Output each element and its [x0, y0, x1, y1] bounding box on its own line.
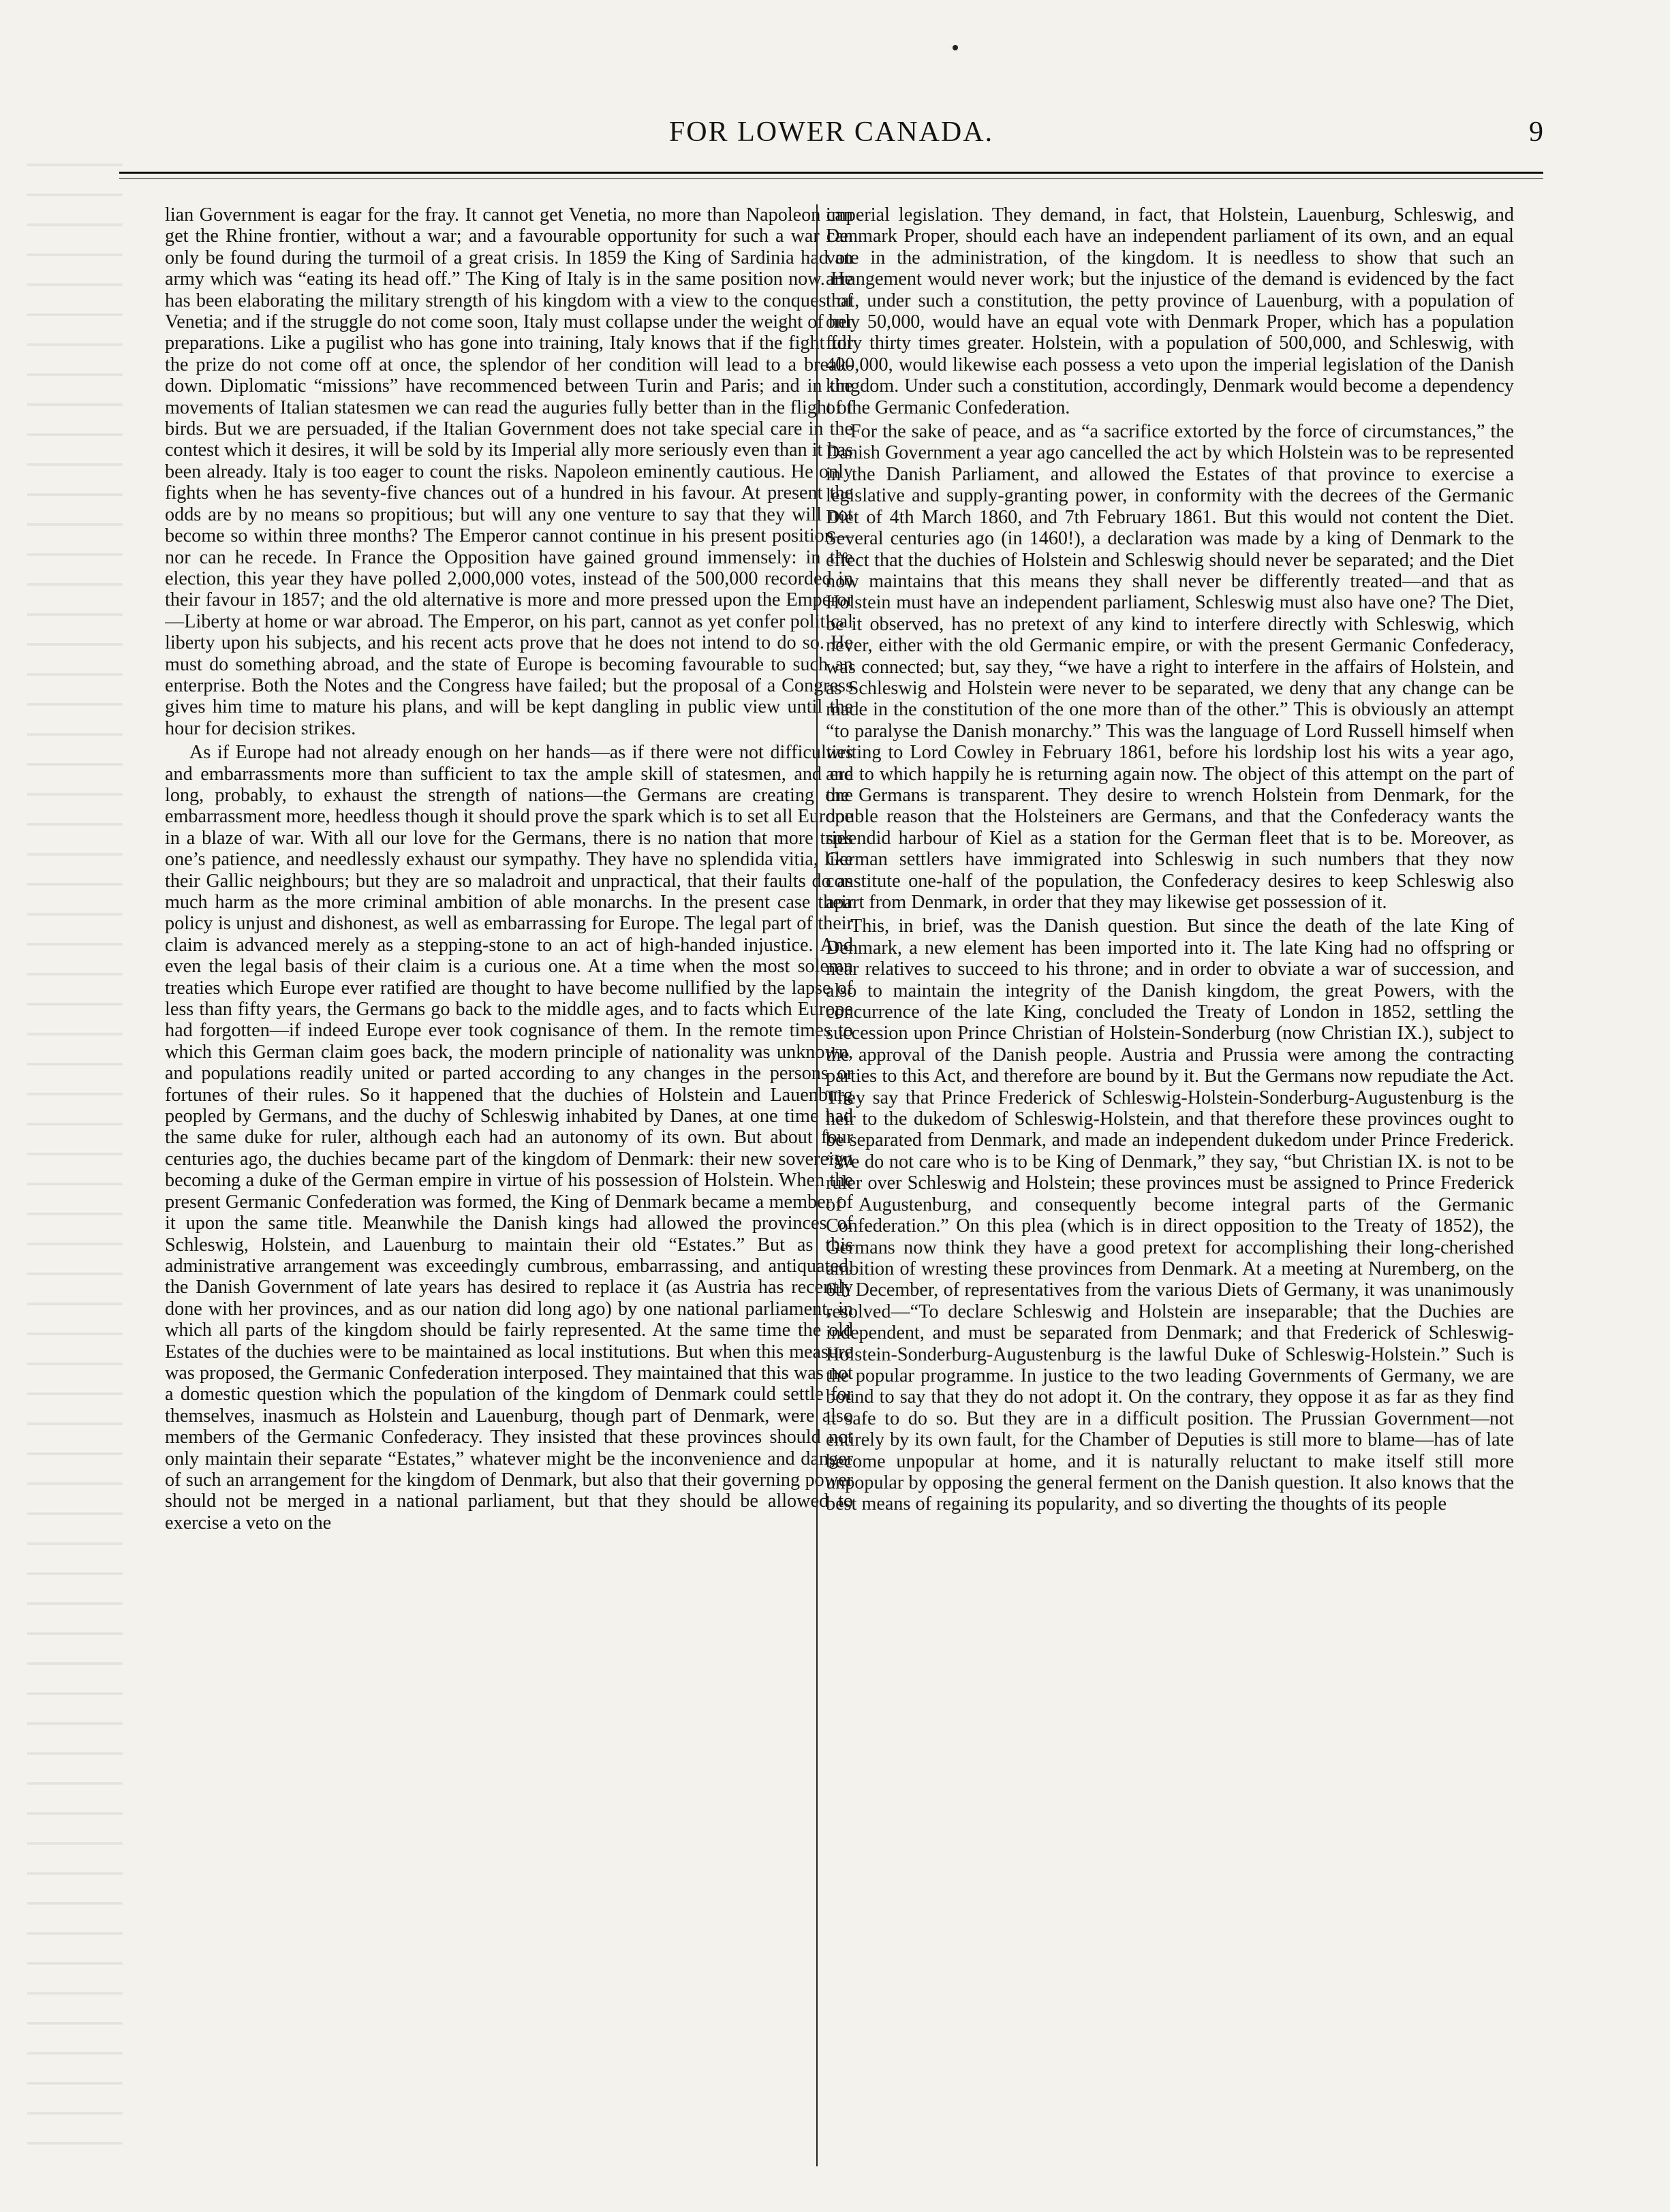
right-paragraph: imperial legislation. They demand, in fact, that Holstein, Lauenburg, Schleswig, and Denmark Proper, should each have an independent parliament of its own, and an equal vote in the administration, of the kingdom. It is needless to show that such an arrangement would never work; but the injustice of the demand is evidenced by the fact that, under such a constitution, the petty province of Lauenburg, with a population of only 50,000, would have an equal vote with Denmark Proper, which has a population fully thirty times greater. Holstein, with a population of 500,000, and Schleswig, with 400,000, would likewise each possess a veto upon the imperial legislation of the Danish kingdom. Under such a constitution, accordingly, Denmark would become a dependency of the Germanic Confederation. [826, 204, 1514, 418]
scanned-margin-binding [27, 136, 123, 2166]
page-header [119, 116, 1543, 157]
right-column [826, 204, 1514, 2166]
column-divider [816, 204, 818, 2166]
right-paragraph: This, in brief, was the Danish question. But since the death of the late King of Denmark, a new element has been imported into it. The late King had no offspring or near relatives to succeed to his throne; and in order to obviate a war of succession, and also to maintain the integrity of the Danish kingdom, the great Powers, with the concurrence of the late King, concluded the Treaty of London in 1852, settling the succession upon Prince Christian of Holstein-Sonderburg (now Christian IX.), subject to the approval of the Danish people. Austria and Prussia were among the contracting parties to this Act, and therefore are bound by it. But the Germans now repudiate the Act. They say that Prince Frederick of Schleswig-Holstein-Sonderburg-Augustenburg is the heir to the dukedom of Schleswig-Holstein, and that therefore these provinces ought to be separated from Denmark, and made an independent dukedom under Prince Frederick. “We do not care who is to be King of Denmark,” they say, “but Christian IX. is not to be ruler over Schleswig and Holstein; these provinces must be assigned to Prince Frederick of Augustenburg, and consequently become integral parts of the Germanic Confederation.” On this plea (which is in direct opposition to the Treaty of 1852), the Germans now think they have a good pretext for accomplishing their long-cherished ambition of wresting these provinces from Denmark. At a meeting at Nuremberg, on the 6th December, of representatives from the various Diets of Germany, it was unanimously resolved—“To declare Schleswig and Holstein are inseparable; that the Duchies are independent, and must be separated from Denmark; and that Frederick of Schleswig-Holstein-Sonderburg-Augustenburg is the lawful Duke of Schleswig-Holstein.” Such is the popular programme. In justice to the two leading Governments of Germany, we are bound to say that they do not adopt it. On the contrary, they oppose it as far as they find it safe to do so. But they are in a difficult position. The Prussian Government—not entirely by its own fault, for the Chamber of Deputies is still more to blame—has of late become unpopular at home, and it is naturally reluctant to make itself still more unpopular by opposing the general ferment on the Danish question. It also knows that the best means of regaining its popularity, and so diverting the thoughts of its people [826, 916, 1514, 1515]
page-number: 9 [1529, 116, 1543, 148]
left-paragraph: lian Government is eagar for the fray. It cannot get Venetia, no more than Napoleon can get the Rhine frontier, without a war; and a favourable opportunity for such a war can only be found during the turmoil of a great crisis. In 1859 the King of Sardinia had an army which was “eating its head off.” The King of Italy is in the same position now. He has been elaborating the military strength of his kingdom with a view to the conquest of Venetia; and if the struggle do not come soon, Italy must collapse under the weight of her preparations. Like a pugilist who has gone into training, Italy knows that if the fight for the prize do not come off at once, the splendor of her condition will lead to a break-down. Diplomatic “missions” have recommenced between Turin and Paris; and in the movements of Italian statesmen we can read the auguries fully better than in the flight of birds. But we are persuaded, if the Italian Government does not take special care in the contest which it desires, it will be sold by its Imperial ally more seriously even than it has been already. Italy is too eager to count the risks. Napoleon eminently cautious. He only fights when he has seventy-five chances out of a hundred in his favour. At present the odds are by no means so propitious; but will any one venture to say that they will not become so within three months? The Emperor cannot continue in his present position—nor can he recede. In France the Opposition have gained ground immensely: in the election, this year they have polled 2,000,000 votes, instead of the 500,000 recorded in their favour in 1857; and the old alternative is more and more pressed upon the Emperor—Liberty at home or war abroad. The Emperor, on his part, cannot as yet confer political liberty upon his subjects, and his recent acts prove that he does not intend to do so. He must do something abroad, and the state of Europe is becoming favourable to such an enterprise. Both the Notes and the Congress have failed; but the proposal of a Congress gives him time to mature his plans, and will be kept dangling in public view until the hour for decision strikes. [165, 204, 853, 739]
header-rule-thick [119, 172, 1543, 174]
left-column [165, 204, 853, 2166]
ink-dot [953, 45, 958, 50]
header-rule-thin [119, 178, 1543, 179]
running-title: FOR LOWER CANADA. [668, 116, 994, 148]
right-paragraph: For the sake of peace, and as “a sacrifice extorted by the force of circumstances,” the Danish Government a year ago cancelled the act by which Holstein was to be represented in the Danish Parliament, and allowed the Estates of that province to exercise a legislative and supply-granting power, in conformity with the decrees of the Germanic Diet of 4th March 1860, and 7th February 1861. But this would not content the Diet. Several centuries ago (in 1460!), a declaration was made by a king of Denmark to the effect that the duchies of Holstein and Schleswig should never be separated; and the Diet now maintains that this means they shall never be differently treated—and that as Holstein must have an independent parliament, Schleswig must also have one? The Diet, be it observed, has no pretext of any kind to interfere directly with Schleswig, which never, either with the old Germanic empire, or with the present Germanic Confederacy, was connected; but, say they, “we have a right to interfere in the affairs of Holstein, and as Schleswig and Holstein were never to be separated, we deny that any change can be made in the constitution of the one more than of the other.” This is obviously an attempt “to paralyse the Danish monarchy.” This was the language of Lord Russell himself when writing to Lord Cowley in February 1861, before his lordship lost his wits a year ago, and to which happily he is returning again now. The object of this attempt on the part of the Germans is transparent. They desire to wrench Holstein from Denmark, for the double reason that the Holsteiners are Germans, and that the Confederacy wants the splendid harbour of Kiel as a station for the German fleet that is to be. Moreover, as German settlers have immigrated into Schleswig in such numbers that they now constitute one-half of the population, the Confederacy desires to keep Schleswig also apart from Denmark, in order that they may likewise get possession of it. [826, 421, 1514, 913]
left-paragraph: As if Europe had not already enough on her hands—as if there were not difficulties and embarrassments more than sufficient to tax the ample skill of statesmen, and ere long, probably, to exhaust the strength of nations—the Germans are creating one embarrassment more, heedless though it should prove the spark which is to set all Europe in a blaze of war. With all our love for the Germans, there is no nation that more tries one’s patience, and needlessly exhaust our sympathy. They have no splendida vitia, like their Gallic neighbours; but they are so maladroit and unpractical, that their faults do as much harm as the more criminal ambition of able monarchs. In the present case their policy is unjust and dishonest, as well as embarrassing for Europe. The legal part of their claim is advanced merely as a stepping-stone to an act of high-handed injustice. And even the legal basis of their claim is a curious one. At a time when the most solemn treaties which Europe ever ratified are thought to have become nullified by the lapse of less than fifty years, the Germans go back to the middle ages, and to facts which Europe had forgotten—if indeed Europe ever took cognisance of them. In the remote times to which this German claim goes back, the modern principle of nationality was unknown, and populations readily united or parted according to any changes in the persons or fortunes of their rules. So it happened that the duchies of Holstein and Lauenburg peopled by Germans, and the duchy of Schleswig inhabited by Danes, at one time had the same duke for ruler, although each had an autonomy of its own. But about four centuries ago, the duchies became part of the kingdom of Denmark: their new sovereign becoming a duke of the German empire in virtue of his possession of Holstein. When the present Germanic Confederation was formed, the King of Denmark became a member of it upon the same title. Meanwhile the Danish kings had allowed the provinces of Schleswig, Holstein, and Lauenburg to maintain their old “Estates.” But as this administrative arrangement was exceedingly cumbrous, embarrassing, and antiquated, the Danish Government of late years has desired to replace it (as Austria has recently done with her provinces, and as our nation did long ago) by one national parliament, in which all parts of the kingdom should be fairly represented. At the same time the old Estates of the duchies were to be maintained as local institutions. But when this measure was proposed, the Germanic Confederation interposed. They maintained that this was not a domestic question which the population of the kingdom of Denmark could settle for themselves, inasmuch as Holstein and Lauenburg, though part of Denmark, were also members of the Germanic Confederacy. They insisted that these provinces should not only maintain their separate “Estates,” whatever might be the inconvenience and danger of such an arrangement for the kingdom of Denmark, but also that their governing power should not be merged in a national parliament, but that they should be allowed to exercise a veto on the [165, 742, 853, 1533]
